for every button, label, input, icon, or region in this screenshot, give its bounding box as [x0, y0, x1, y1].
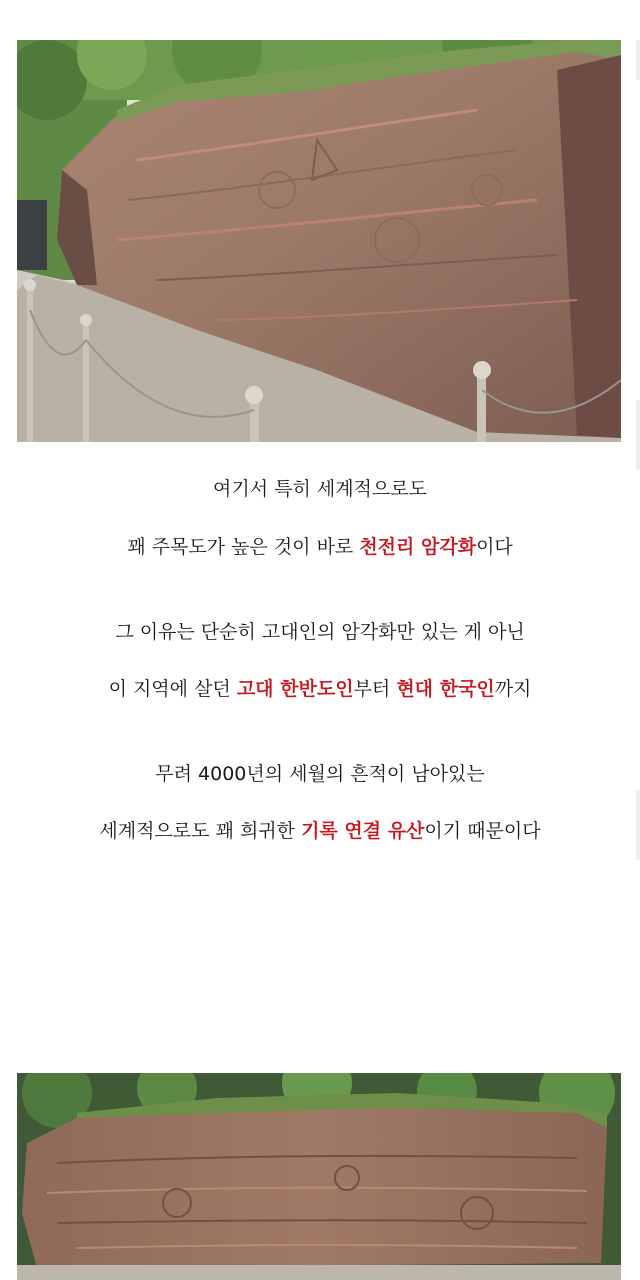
highlight-text: 기록 연결 유산 [301, 820, 425, 842]
photo-bottom-illustration [17, 1073, 621, 1280]
text-span: 세계적으로도 꽤 희귀한 [99, 820, 302, 842]
text-span: 무려 4000년의 세월의 흔적이 남아있는 [155, 763, 485, 785]
text-span: 이다 [476, 536, 513, 558]
paragraph-2-line-1 [0, 623, 640, 642]
edge-mark-1 [636, 40, 640, 80]
highlight-text: 고대 한반도인 [236, 678, 354, 700]
rock-petroglyph-photo-bottom [17, 1073, 621, 1280]
highlight-text: 현대 한국인 [396, 678, 495, 700]
edge-mark-2 [636, 400, 640, 470]
text-span: 까지 [494, 678, 532, 700]
paragraph-3-line-2 [0, 822, 640, 841]
text-span: 이 지역에 살던 [108, 678, 237, 700]
highlight-text: 천전리 암각화 [359, 536, 477, 558]
text-span: 이기 때문이다 [424, 820, 541, 842]
text-span: 부터 [353, 678, 397, 700]
text-span: 여기서 특히 세계적으로도 [213, 478, 427, 500]
text-span: 그 이유는 단순히 고대인의 암각화만 있는 게 아닌 [115, 621, 525, 643]
text-span: 꽤 주목도가 높은 것이 바로 [127, 536, 360, 558]
photo-top-illustration [17, 40, 621, 442]
paragraph-1-line-2 [0, 538, 640, 557]
paragraph-2-line-2 [0, 680, 640, 699]
rock-petroglyph-photo-top [17, 40, 621, 442]
paragraph-3-line-1 [0, 765, 640, 784]
paragraph-1-line-1 [0, 480, 640, 499]
